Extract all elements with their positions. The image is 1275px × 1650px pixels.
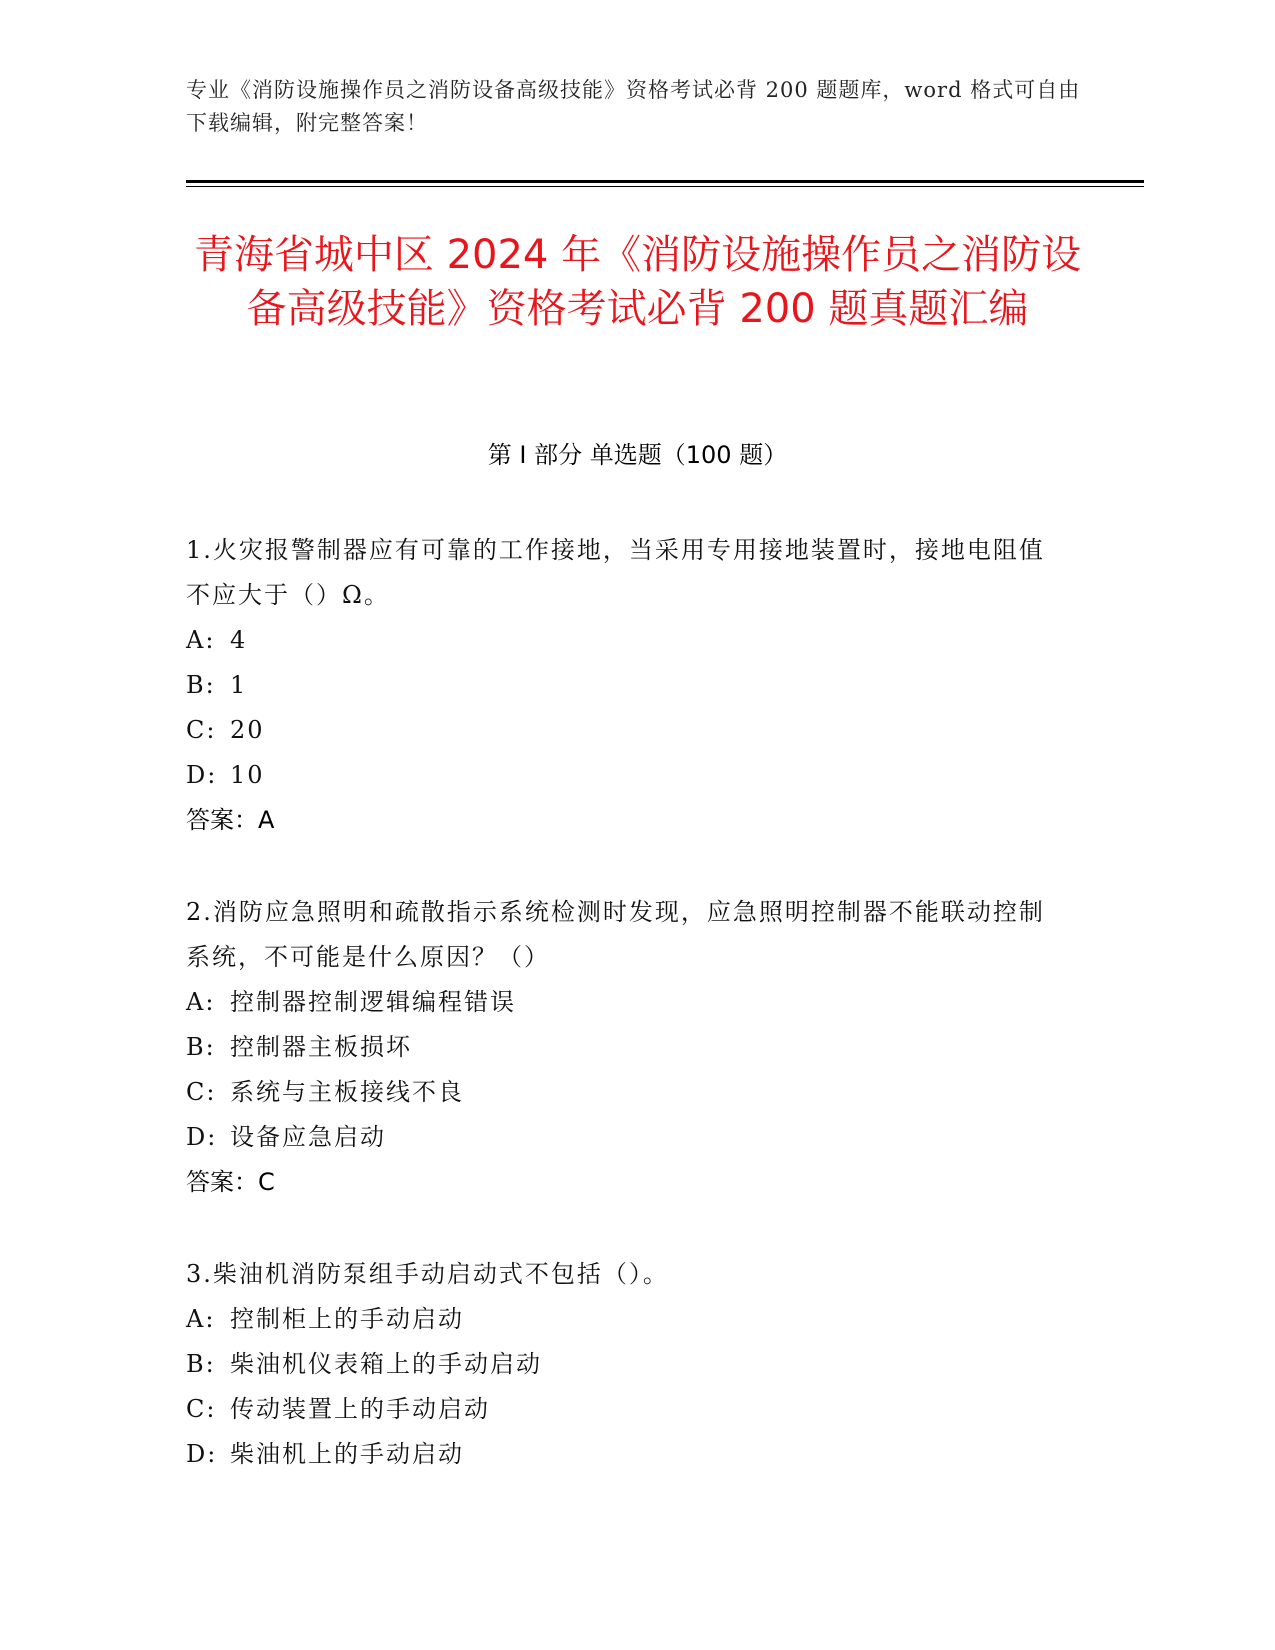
header-rule-thick: [186, 180, 1144, 183]
option-text: 控制器主板损坏: [230, 1033, 412, 1061]
option-letter: C:: [186, 716, 217, 744]
option-letter: B:: [186, 671, 216, 699]
option-text: 10: [230, 761, 265, 789]
option-text: 柴油机仪表箱上的手动启动: [230, 1350, 542, 1378]
option-letter: B:: [186, 1350, 216, 1378]
document-title: 青海省城中区 2024 年《消防设施操作员之消防设备高级技能》资格考试必背 200 题真题汇编: [193, 232, 1082, 332]
option-c: [186, 1387, 1066, 1432]
option-text: 4: [230, 626, 248, 654]
question-stem: 1.火灾报警制器应有可靠的工作接地，当采用专用接地装置时，接地电阻值不应大于（）Ω。: [186, 536, 1045, 609]
option-letter: B:: [186, 1033, 216, 1061]
option-d: [186, 1432, 1066, 1477]
option-letter: A:: [186, 1305, 216, 1333]
option-text: 柴油机上的手动启动: [230, 1440, 464, 1468]
section-title: 第 I 部分 单选题（100 题）: [487, 441, 788, 469]
option-text: 控制器控制逻辑编程错误: [230, 988, 516, 1016]
header-note: 专业《消防设施操作员之消防设备高级技能》资格考试必背 200 题题库，word 格式可自由下载编辑，附完整答案！: [186, 78, 1081, 135]
question-1: [186, 528, 1066, 843]
option-text: 1: [230, 671, 248, 699]
option-letter: A:: [186, 988, 216, 1016]
option-letter: A:: [186, 626, 216, 654]
option-text: 设备应急启动: [230, 1123, 386, 1151]
option-letter: D:: [186, 1440, 218, 1468]
option-b: [186, 1342, 1066, 1387]
option-c: [186, 708, 1066, 753]
option-letter: D:: [186, 761, 218, 789]
question-3: [186, 1252, 1066, 1477]
question-stem: 3.柴油机消防泵组手动启动式不包括（）。: [186, 1260, 669, 1288]
option-a: [186, 1297, 1066, 1342]
answer-label: 答案：C: [186, 1168, 275, 1196]
option-text: 系统与主板接线不良: [230, 1078, 464, 1106]
option-text: 20: [230, 716, 265, 744]
option-letter: C:: [186, 1395, 217, 1423]
option-b: [186, 1025, 1066, 1070]
question-2: [186, 890, 1066, 1205]
header-rule-thin: [186, 186, 1144, 187]
option-letter: D:: [186, 1123, 218, 1151]
option-text: 传动装置上的手动启动: [230, 1395, 490, 1423]
option-d: [186, 1115, 1066, 1160]
option-c: [186, 1070, 1066, 1115]
question-stem: 2.消防应急照明和疏散指示系统检测时发现，应急照明控制器不能联动控制系统，不可能是什么原因？（）: [186, 898, 1045, 971]
option-b: [186, 663, 1066, 708]
option-a: [186, 618, 1066, 663]
answer-label: 答案：A: [186, 806, 275, 834]
option-d: [186, 753, 1066, 798]
option-letter: C:: [186, 1078, 217, 1106]
option-a: [186, 980, 1066, 1025]
option-text: 控制柜上的手动启动: [230, 1305, 464, 1333]
